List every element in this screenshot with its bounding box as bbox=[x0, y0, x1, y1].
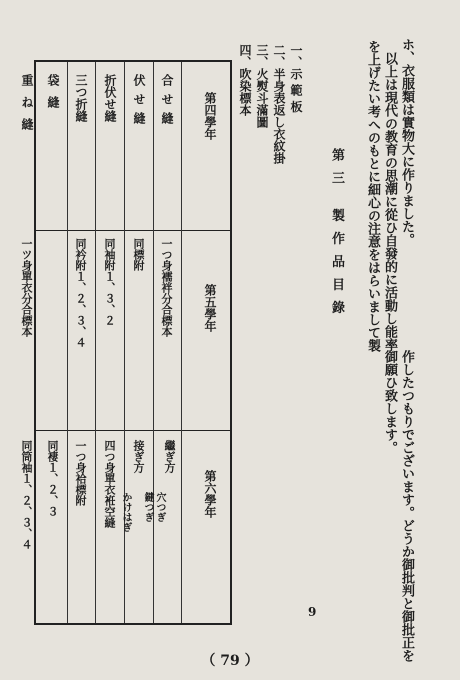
curriculum-table bbox=[20, 60, 232, 625]
cell-g6-5: 同褄１、２、３ bbox=[46, 440, 59, 517]
text-line-1: ホ、衣服類は實物大に作りました。 bbox=[399, 38, 414, 246]
cell-g4-5: 袋縫 bbox=[46, 74, 60, 118]
cell-g5-6: 一ツ身單衣分合標本 bbox=[20, 238, 33, 337]
cell-g6-2: 接ぎ方 bbox=[132, 440, 145, 473]
cell-g4-2: 伏せ縫 bbox=[132, 74, 146, 131]
cell-g4-6: 重ね縫 bbox=[20, 74, 34, 140]
cell-g6-2-sub: かけはぎ bbox=[120, 492, 131, 532]
header-grade-5: 第五學年 bbox=[203, 284, 217, 332]
cell-g4-1: 合せ縫 bbox=[160, 74, 174, 131]
header-grade-6: 第六學年 bbox=[203, 470, 217, 518]
text-line-5: 御願ひ致します。 bbox=[382, 350, 397, 454]
cell-g6-6: 同筒袖１、２、３、４ bbox=[20, 440, 33, 550]
list-item-2: 二、半身表返し衣紋掛 bbox=[272, 44, 286, 164]
cell-g6-1-sub-a: 穴つぎ bbox=[154, 492, 165, 522]
list-item-1: 一、示 範 板 bbox=[289, 44, 303, 113]
text-line-4: 作したつもりでございます。どうか御批判と御批正を bbox=[399, 350, 414, 662]
page-number: （ 79 ） bbox=[201, 653, 259, 669]
cell-g6-1: 繼ぎ方 bbox=[163, 440, 176, 473]
cell-g6-1-sub-b: 鍵つぎ bbox=[142, 492, 153, 522]
cell-g6-3: 四つ身單衣袵空縫 bbox=[103, 440, 116, 528]
cell-g5-4: 同衿附１、２、３、４ bbox=[74, 238, 87, 348]
cell-g5-1: 一つ身襦袢分合標本 bbox=[160, 238, 173, 337]
list-item-4: 四、吹染標本 bbox=[238, 44, 252, 116]
cell-g6-4: 一つ身袷標附 bbox=[74, 440, 87, 506]
cell-g4-4: 三つ折縫 bbox=[74, 74, 88, 122]
section-title: 第三 製作品目錄 bbox=[329, 148, 344, 324]
cell-g5-3: 同袖附１、３、２ bbox=[103, 238, 116, 326]
stray-mark: 9 bbox=[308, 605, 317, 619]
list-item-3: 三、火熨斗滿圖 bbox=[255, 44, 269, 128]
cell-g5-2: 同標附 bbox=[132, 238, 145, 271]
text-line-3: を上げたい考へのもとに細心の注意をはらいまして製 bbox=[365, 40, 380, 352]
text-line-2: 以上は現代の教育の思潮に從ひ自發的に活動し能率 bbox=[382, 52, 397, 351]
cell-g4-3: 折伏せ縫 bbox=[103, 74, 117, 122]
header-grade-4: 第四學年 bbox=[203, 92, 217, 140]
